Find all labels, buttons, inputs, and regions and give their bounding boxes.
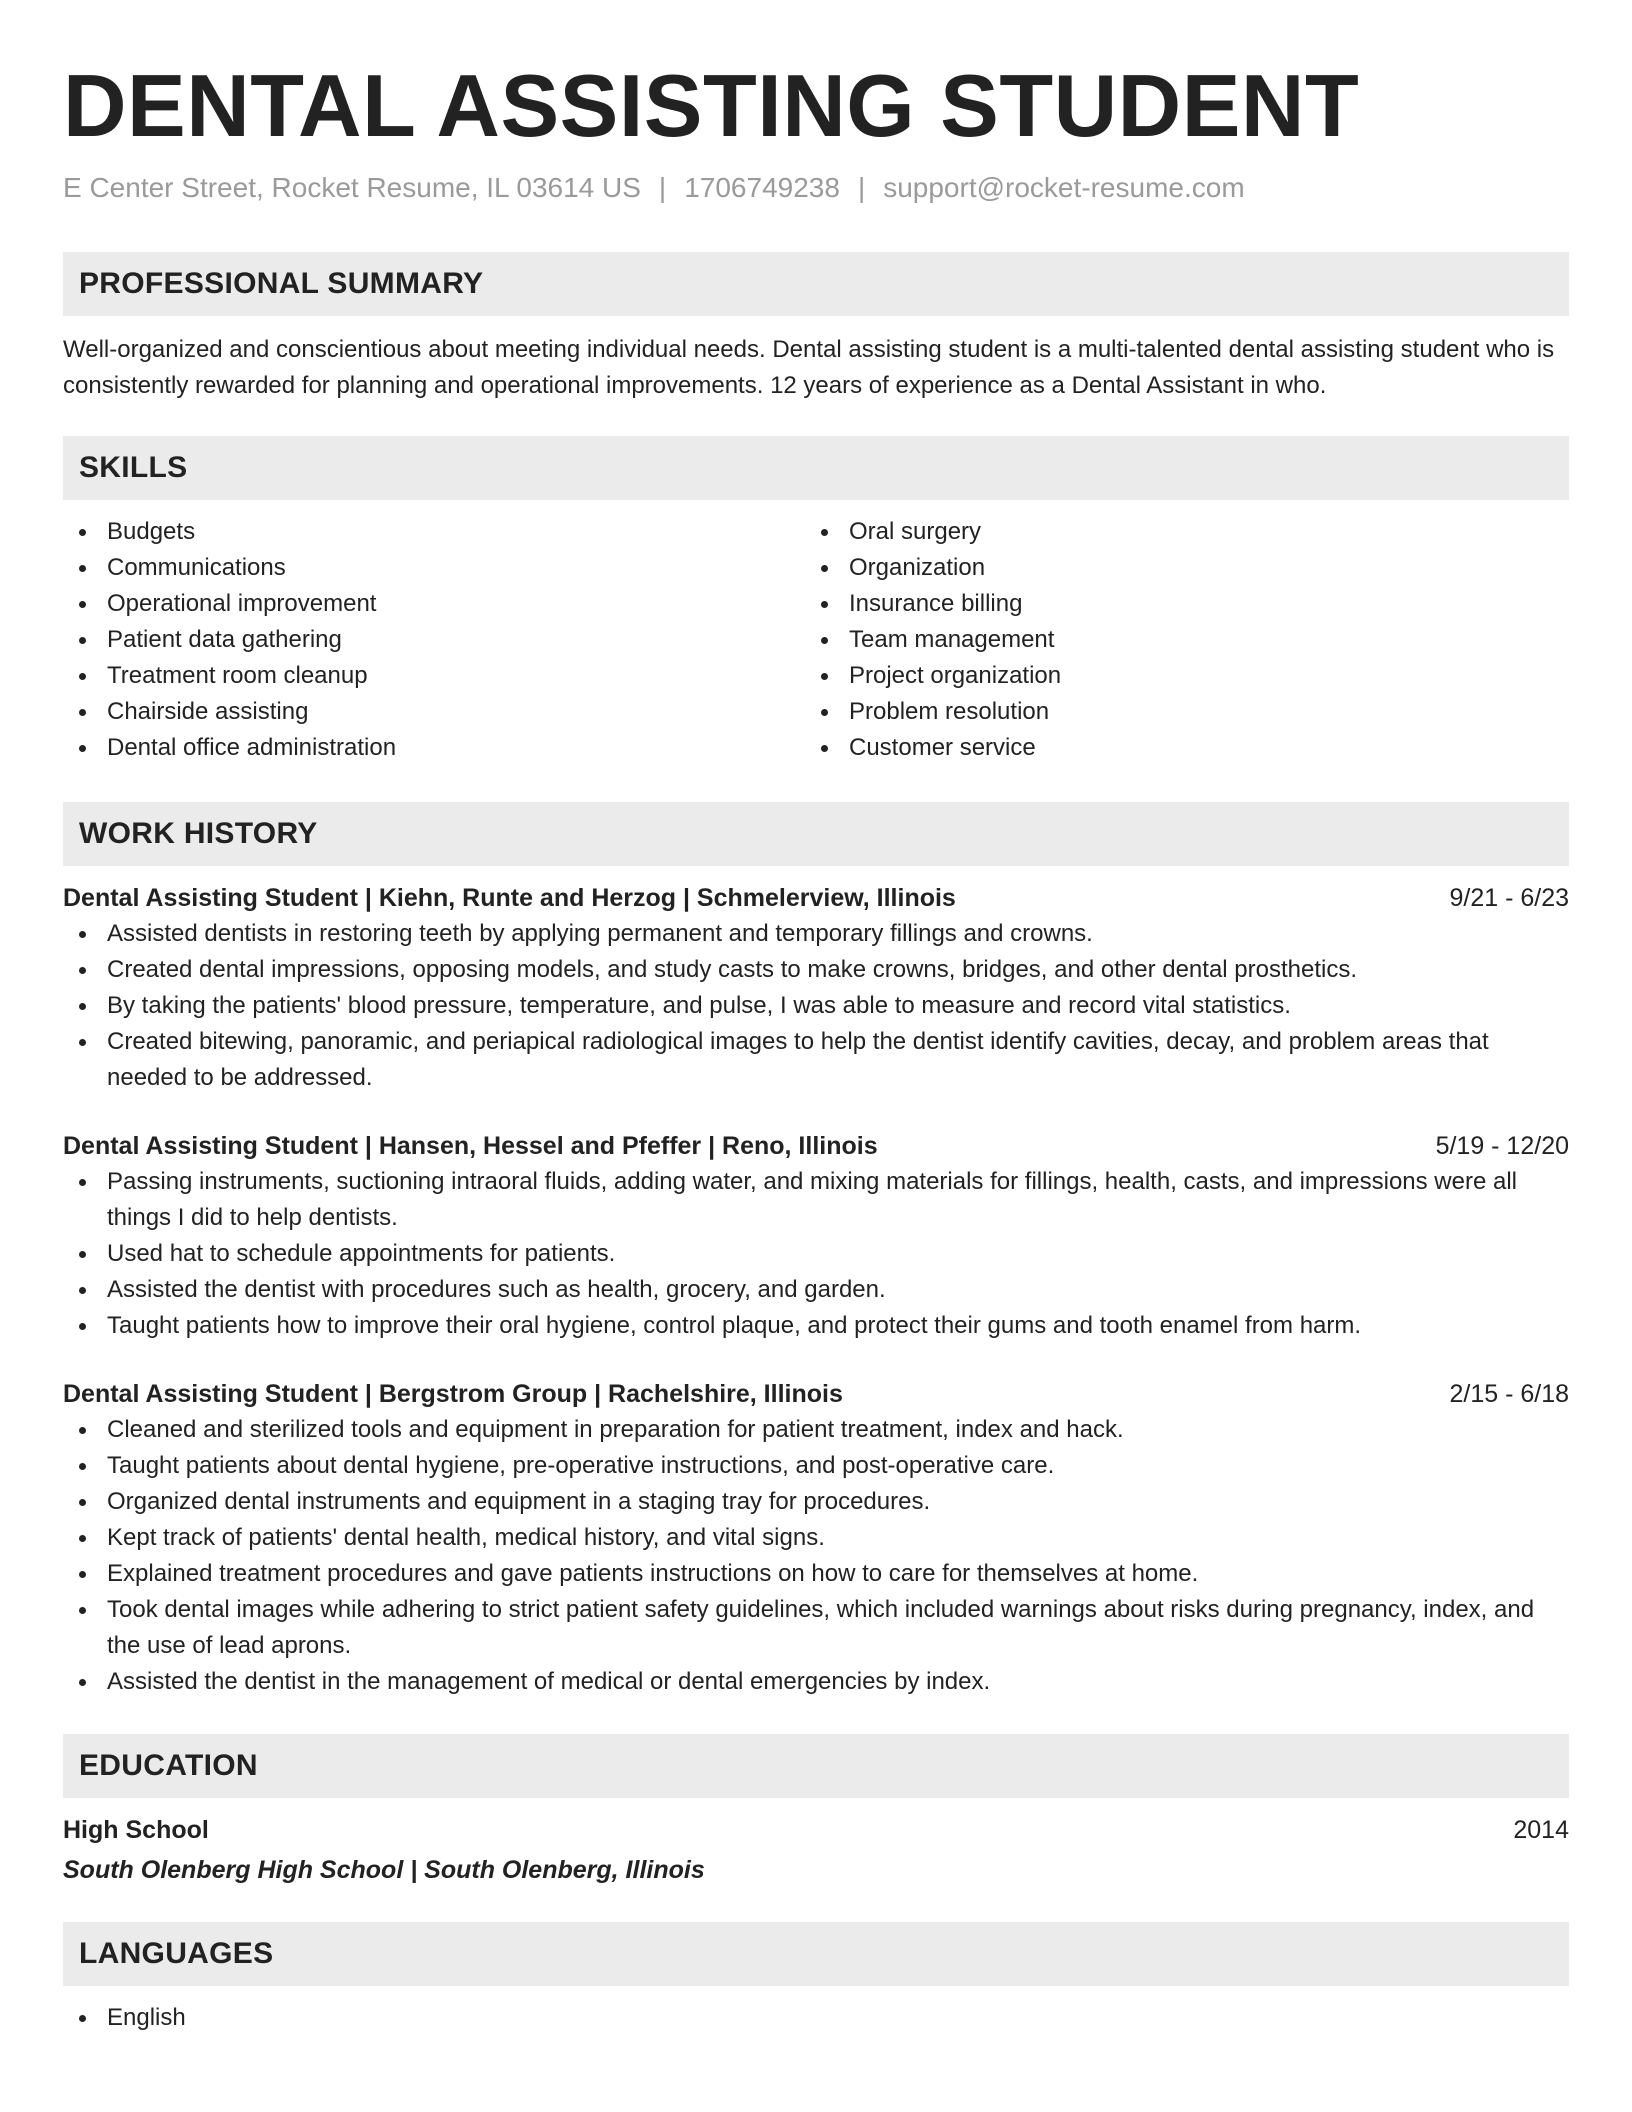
- job-bullet: Used hat to schedule appointments for patients.: [63, 1236, 1569, 1272]
- skill-item: Patient data gathering: [63, 622, 805, 658]
- contact-phone: 1706749238: [684, 172, 840, 203]
- languages-list: [63, 2000, 1569, 2036]
- skill-item: Communications: [63, 550, 805, 586]
- job-dates: 2/15 - 6/18: [1449, 1380, 1569, 1408]
- work-history-heading: WORK HISTORY: [63, 802, 1569, 866]
- candidate-name: DENTAL ASSISTING STUDENT: [63, 56, 1360, 155]
- job-bullet: Assisted dentists in restoring teeth by applying permanent and temporary fillings and crowns.: [63, 916, 1569, 952]
- contact-separator: |: [658, 172, 667, 203]
- contact-separator: |: [857, 172, 866, 203]
- job-bullet: Created bitewing, panoramic, and periapical radiological images to help the dentist identify cavities, decay, and problem areas that needed to be addressed.: [63, 1024, 1569, 1096]
- skill-item: Operational improvement: [63, 586, 805, 622]
- skills-column-right: [805, 514, 1547, 766]
- job-entry: [63, 880, 1569, 1096]
- skills-column-left: [63, 514, 805, 766]
- job-header: [63, 1128, 1569, 1164]
- job-bullet: Assisted the dentist in the management of medical or dental emergencies by index.: [63, 1664, 1569, 1700]
- contact-email[interactable]: support@rocket-resume.com: [883, 172, 1245, 203]
- job-entry: [63, 1128, 1569, 1344]
- job-bullet: Assisted the dentist with procedures such as health, grocery, and garden.: [63, 1272, 1569, 1308]
- job-bullet: Created dental impressions, opposing models, and study casts to make crowns, bridges, and other dental prosthetics.: [63, 952, 1569, 988]
- job-bullets: [63, 916, 1569, 1096]
- contact-line: [63, 170, 1569, 206]
- skill-item: Problem resolution: [805, 694, 1547, 730]
- skill-item: Treatment room cleanup: [63, 658, 805, 694]
- job-bullets: [63, 1412, 1569, 1700]
- skill-item: Insurance billing: [805, 586, 1547, 622]
- education-header: [63, 1812, 1569, 1848]
- job-bullet: Taught patients how to improve their oral hygiene, control plaque, and protect their gums and tooth enamel from harm.: [63, 1308, 1569, 1344]
- education-school: South Olenberg High School | South Olenberg, Illinois: [63, 1856, 705, 1884]
- education-heading: EDUCATION: [63, 1734, 1569, 1798]
- education-entry: [63, 1812, 1569, 1888]
- job-bullet: Cleaned and sterilized tools and equipment in preparation for patient treatment, index and hack.: [63, 1412, 1569, 1448]
- skills-grid: [63, 514, 1569, 766]
- job-header: [63, 880, 1569, 916]
- skill-item: Project organization: [805, 658, 1547, 694]
- skill-item: Team management: [805, 622, 1547, 658]
- education-year: 2014: [1513, 1816, 1569, 1844]
- skill-item: Dental office administration: [63, 730, 805, 766]
- job-bullet: Organized dental instruments and equipment in a staging tray for procedures.: [63, 1484, 1569, 1520]
- job-dates: 5/19 - 12/20: [1435, 1132, 1569, 1160]
- job-bullet: Took dental images while adhering to strict patient safety guidelines, which included warnings about risks during pregnancy, index, and the use of lead aprons.: [63, 1592, 1569, 1664]
- summary-heading: PROFESSIONAL SUMMARY: [63, 252, 1569, 316]
- job-dates: 9/21 - 6/23: [1449, 884, 1569, 912]
- job-bullet: Taught patients about dental hygiene, pre-operative instructions, and post-operative care.: [63, 1448, 1569, 1484]
- education-degree: High School: [63, 1816, 209, 1844]
- skills-heading: SKILLS: [63, 436, 1569, 500]
- job-bullets: [63, 1164, 1569, 1344]
- skill-item: Organization: [805, 550, 1547, 586]
- skill-item: Customer service: [805, 730, 1547, 766]
- job-header: [63, 1376, 1569, 1412]
- contact-address: E Center Street, Rocket Resume, IL 03614 US: [63, 172, 641, 203]
- skill-item: Budgets: [63, 514, 805, 550]
- job-bullet: Explained treatment procedures and gave patients instructions on how to care for themselves at home.: [63, 1556, 1569, 1592]
- job-entry: [63, 1376, 1569, 1700]
- skill-item: Chairside assisting: [63, 694, 805, 730]
- job-title: Dental Assisting Student | Bergstrom Group | Rachelshire, Illinois: [63, 1380, 843, 1408]
- languages-heading: LANGUAGES: [63, 1922, 1569, 1986]
- skill-item: Oral surgery: [805, 514, 1547, 550]
- job-title: Dental Assisting Student | Kiehn, Runte and Herzog | Schmelerview, Illinois: [63, 884, 956, 912]
- summary-text: Well-organized and conscientious about meeting individual needs. Dental assisting student is a multi-talented dental assisting student who is consistently rewarded for planning and operational improvements. 12 years of experience as a Dental Assistant in who.: [63, 336, 1555, 399]
- job-bullet: Passing instruments, suctioning intraoral fluids, adding water, and mixing materials for fillings, health, casts, and impressions were all things I did to help dentists.: [63, 1164, 1569, 1236]
- job-bullet: Kept track of patients' dental health, medical history, and vital signs.: [63, 1520, 1569, 1556]
- job-title: Dental Assisting Student | Hansen, Hessel and Pfeffer | Reno, Illinois: [63, 1132, 878, 1160]
- job-bullet: By taking the patients' blood pressure, temperature, and pulse, I was able to measure and record vital statistics.: [63, 988, 1569, 1024]
- language-item: English: [63, 2000, 1569, 2036]
